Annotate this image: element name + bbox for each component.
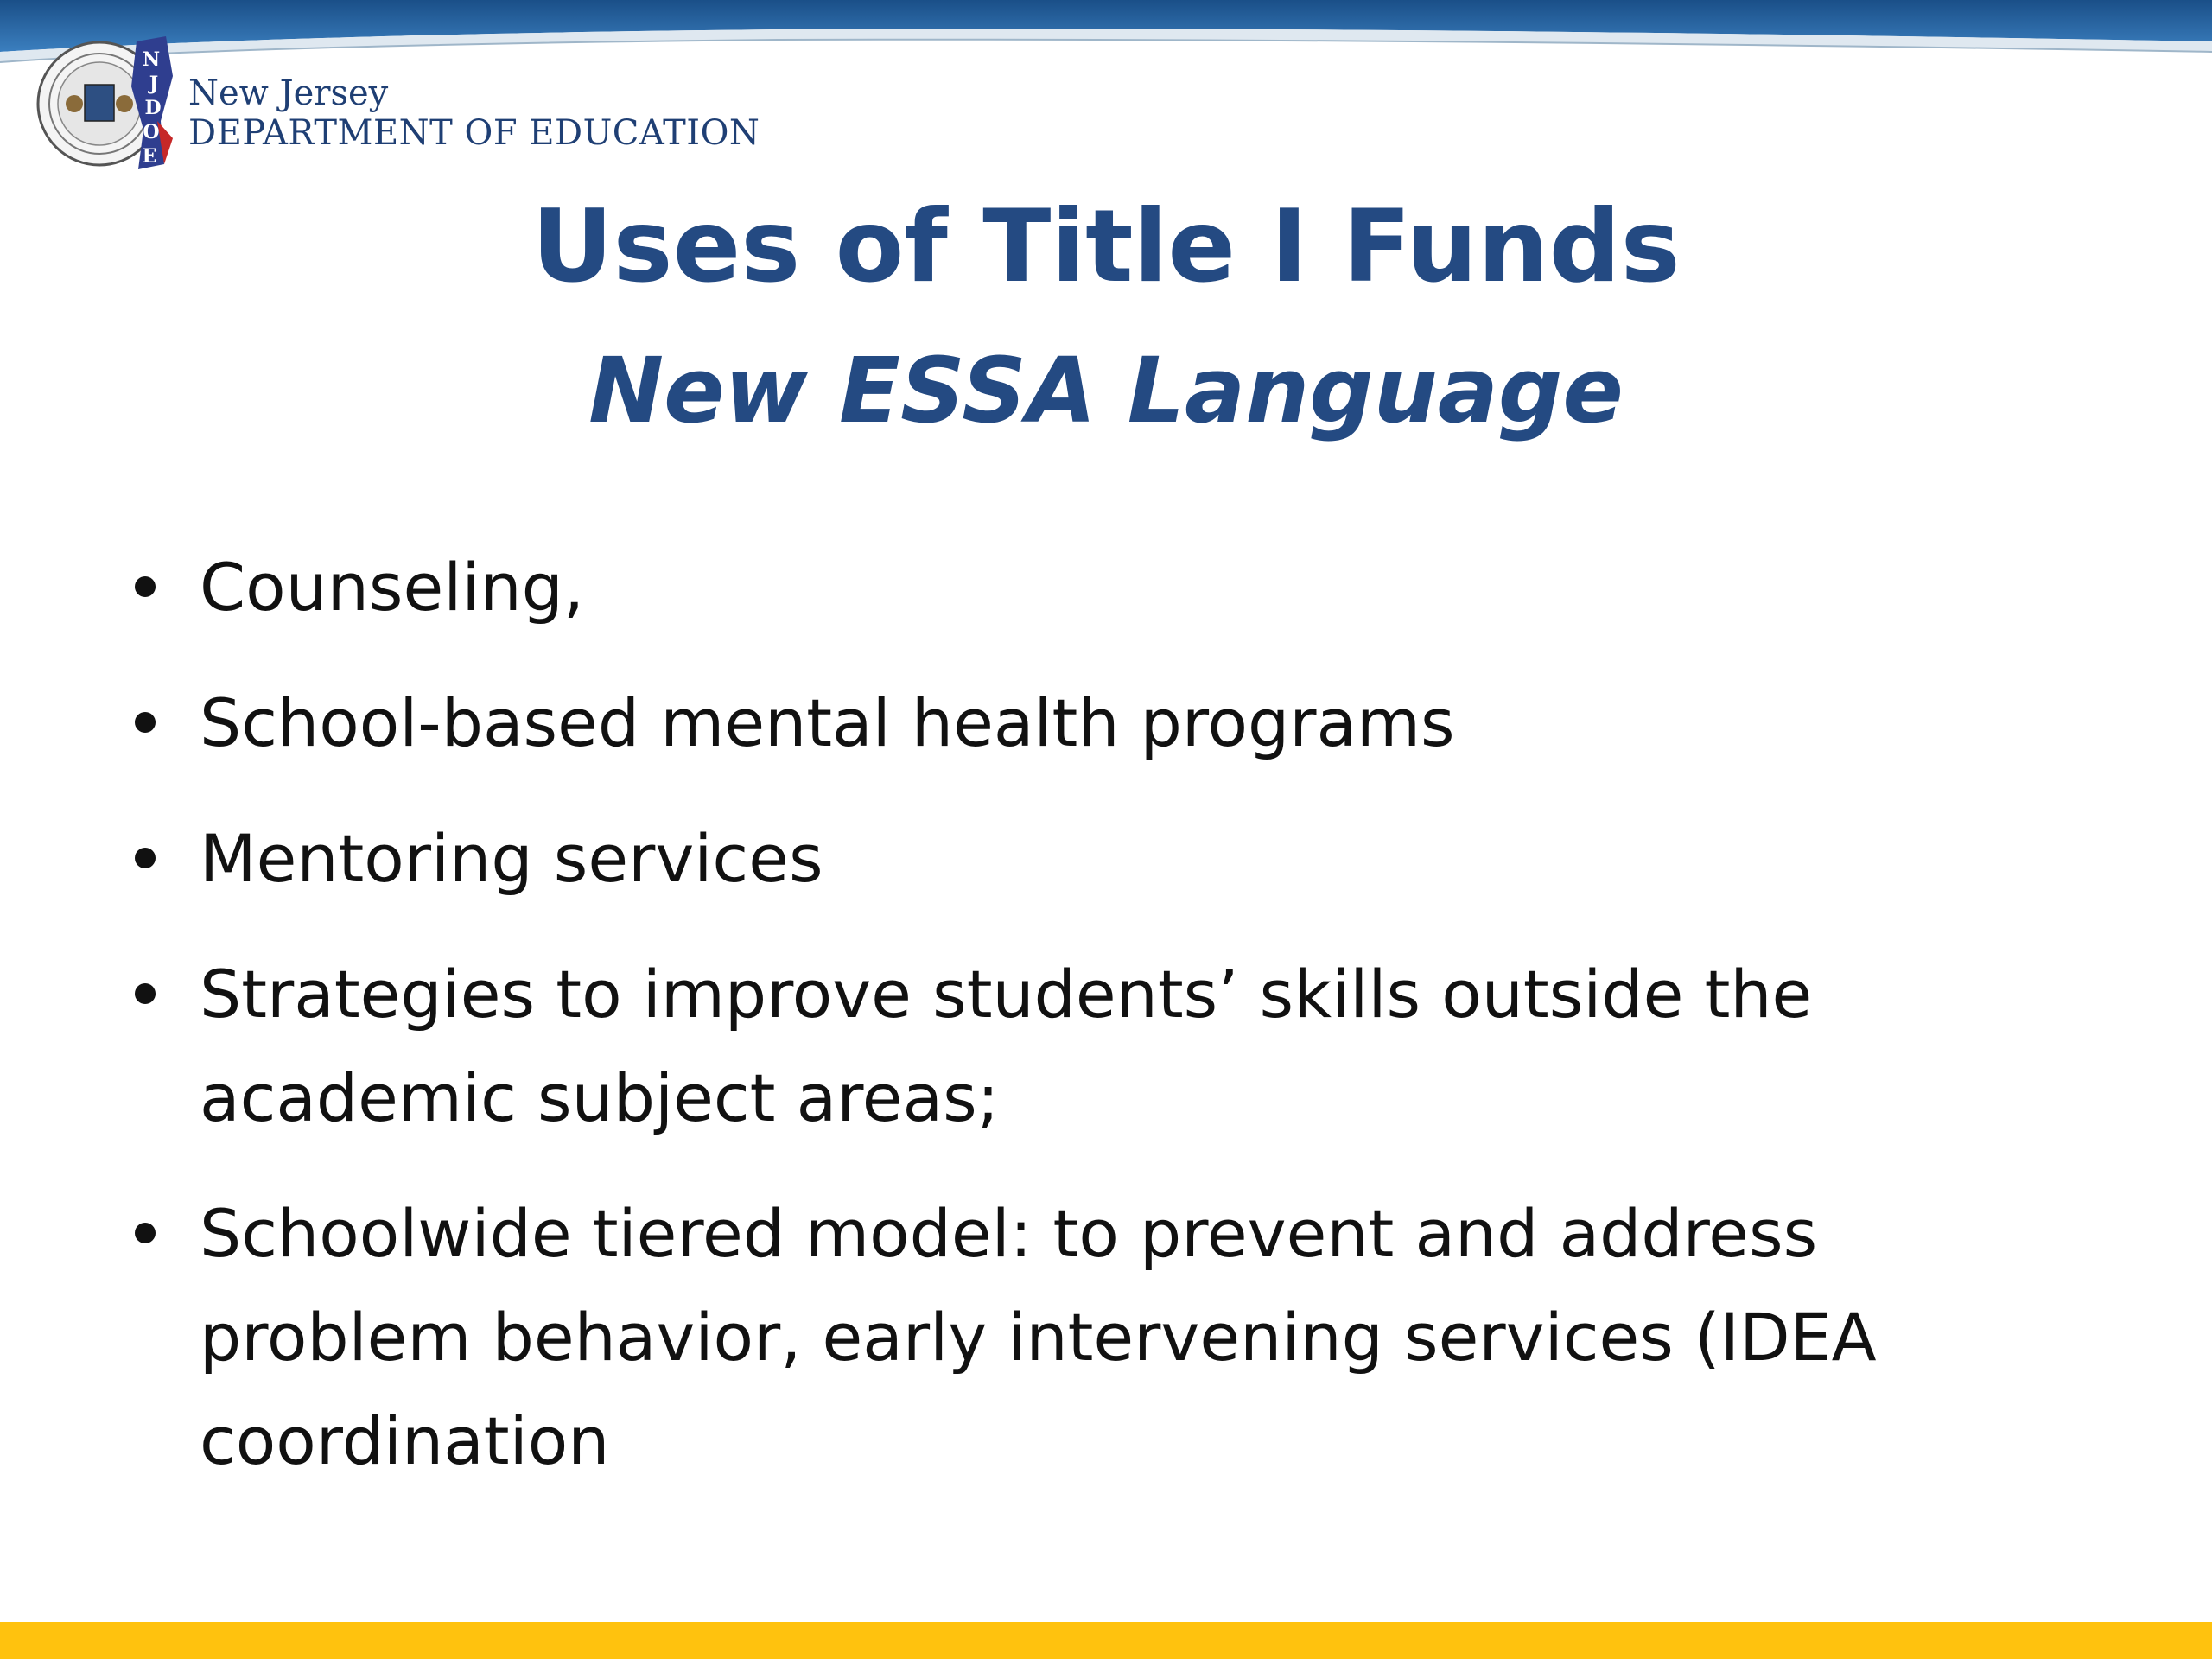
- bullet-text: [200, 943, 2169, 1150]
- bullet-line: Mentoring services: [200, 820, 823, 897]
- bullet-line: Strategies to improve students’ skills outside the: [200, 956, 1813, 1033]
- bullet-item: [130, 671, 2169, 775]
- logo-letter-j: J: [149, 73, 159, 95]
- bullet-dot-icon: [135, 1223, 156, 1243]
- bullet-line: Counseling,: [200, 549, 585, 626]
- bullet-line: Schoolwide tiered model: to prevent and address: [200, 1195, 1818, 1272]
- logo-letter-n: N: [142, 48, 161, 71]
- bullet-item: [130, 536, 2169, 639]
- logo-letter-o: O: [143, 121, 160, 143]
- bullet-text: [200, 536, 2169, 639]
- bullet-list: [130, 536, 2169, 1525]
- footer-band: [0, 1622, 2212, 1659]
- bullet-item: [130, 807, 2169, 911]
- bullet-dot-icon: [135, 712, 156, 733]
- bullet-line: problem behavior, early intervening services (IDEA: [200, 1299, 1877, 1376]
- org-name-line1: New Jersey: [188, 73, 389, 113]
- bullet-line: School-based mental health programs: [200, 684, 1455, 761]
- logo-letter-d: D: [144, 97, 162, 119]
- bullet-text: [200, 671, 2169, 775]
- bullet-dot-icon: [135, 576, 156, 597]
- bullet-line: coordination: [200, 1402, 610, 1479]
- organization-name: [188, 73, 760, 153]
- bullet-dot-icon: [135, 848, 156, 868]
- bullet-item: [130, 1182, 2169, 1493]
- bullet-item: [130, 943, 2169, 1150]
- slide-title: Uses of Title I Funds: [531, 188, 1681, 305]
- bullet-line: academic subject areas;: [200, 1059, 1000, 1136]
- bullet-text: [200, 1182, 2169, 1493]
- logo-letter-e: E: [142, 145, 157, 168]
- slide-subtitle: New ESSA Language: [588, 338, 1624, 443]
- njdoe-seal-logo: [35, 35, 177, 173]
- bullet-dot-icon: [135, 983, 156, 1004]
- org-name-line2: DEPARTMENT OF EDUCATION: [188, 113, 760, 153]
- bullet-text: [200, 807, 2169, 911]
